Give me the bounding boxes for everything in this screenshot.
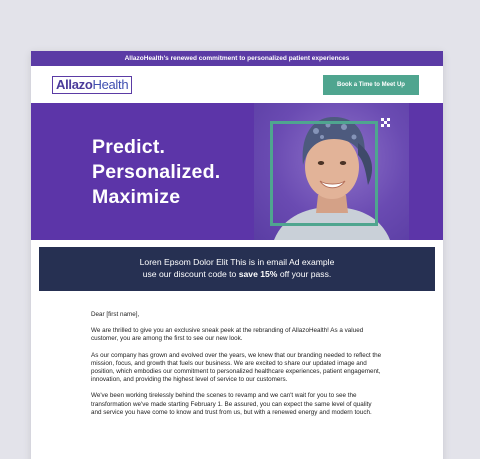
hero-line-predict: Predict.	[92, 136, 166, 158]
hero-headline	[92, 135, 220, 210]
photo-accent-frame	[270, 121, 378, 226]
hero-line-maximize: Maximize	[92, 186, 181, 208]
hero-line-personalized: Personalized.	[92, 161, 221, 183]
promo-line-1: Loren Epsom Dolor Elit This is in email Ad example	[139, 257, 335, 267]
promo-discount: save 15%	[238, 269, 278, 279]
body-paragraph-3: We've been working tirelessly behind the scenes to revamp and we can't wait for you to see the transformation we've made starting February 1. Be assured, you can expect the same level of quality and service you have come to know and trust from us, but with a renewed energy and modern touch.	[91, 392, 372, 416]
promo-banner	[39, 247, 435, 291]
body-paragraph-1: We are thrilled to give you an exclusive sneak peek at the rebranding of AllazoHealth! As a valued customer, you are among the first to see our new look.	[91, 327, 364, 343]
promo-suffix: off your pass.	[277, 269, 332, 279]
email-preview	[31, 51, 443, 459]
email-body	[31, 291, 443, 417]
logo-text-allazo: Allazo	[56, 76, 93, 92]
promo-prefix: use our discount code to	[142, 269, 239, 279]
hero-banner	[31, 103, 443, 240]
logo-text-health: Health	[92, 76, 129, 92]
book-meeting-button[interactable]: Book a Time to Meet Up	[323, 75, 419, 95]
promo-line-2	[39, 268, 435, 280]
body-paragraph-2: As our company has grown and evolved over the years, we knew that our branding needed to reflect the mission, focus, and growth that fuels our business. We are excited to share our updated image and position, which embodies our commitment to personalized healthcare experiences, patient engagement, innovation, and providing the highest level of service to our customers.	[91, 351, 382, 384]
email-header	[31, 66, 443, 103]
allazohealth-logo[interactable]	[52, 76, 132, 94]
pixel-accent-icon	[381, 118, 391, 128]
greeting: Dear [first name],	[91, 311, 140, 318]
top-banner: AllazoHealth's renewed commitment to personalized patient experiences	[31, 51, 443, 66]
